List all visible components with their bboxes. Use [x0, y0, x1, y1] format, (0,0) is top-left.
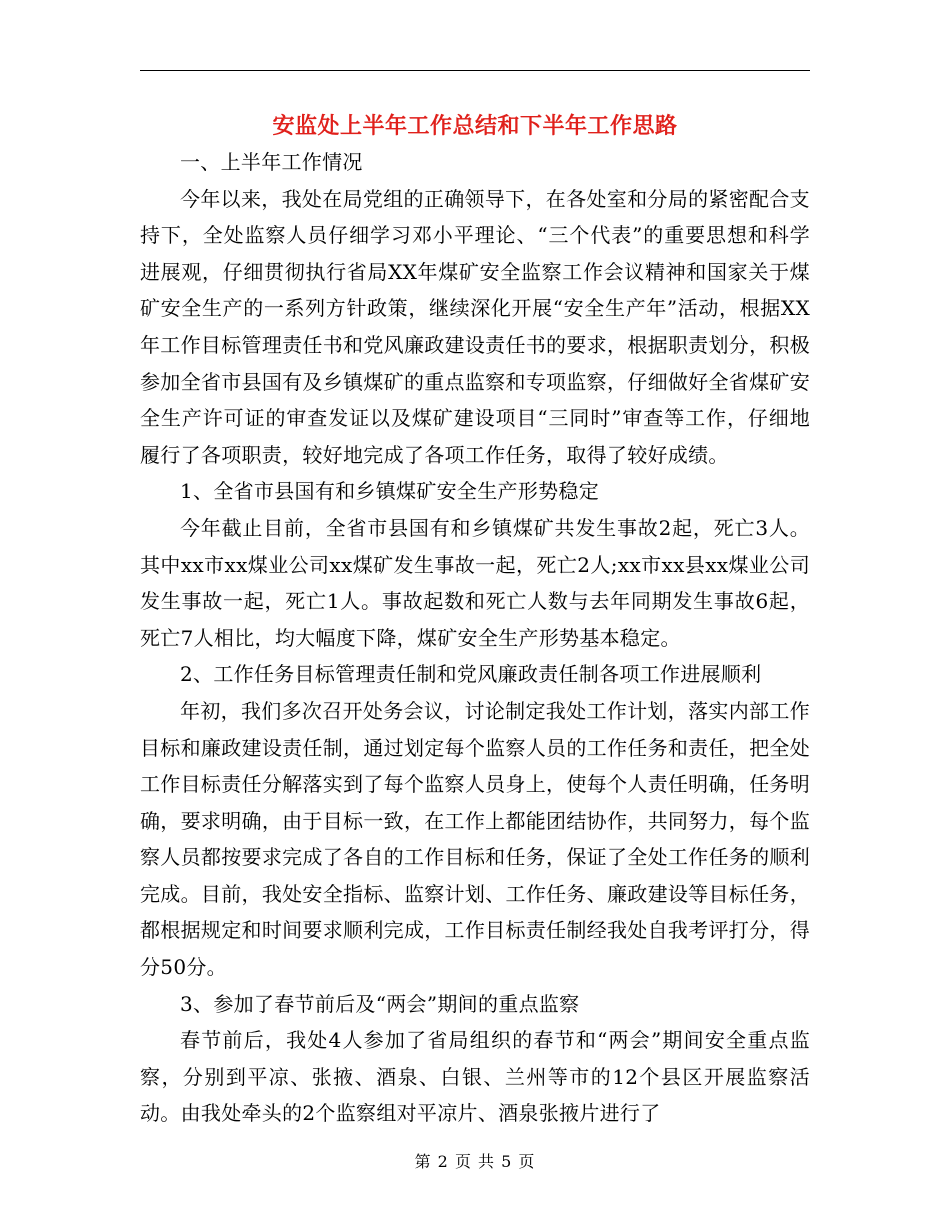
document-body — [140, 144, 810, 1132]
body-paragraph: 今年截止目前，全省市县国有和乡镇煤矿共发生事故2起，死亡3人。其中xx市xx煤业公司xx煤矿发生事故一起，死亡2人;xx市xx县xx煤业公司发生事故一起，死亡1人。事故起数和死亡人数与去年同期发生事故6起，死亡7人相比，均大幅度下降，煤矿安全生产形势基本稳定。 — [140, 515, 810, 650]
page-number-footer: 第 2 页 共 5 页 — [414, 1152, 536, 1171]
body-paragraph: 今年以来，我处在局党组的正确领导下，在各处室和分局的紧密配合支持下，全处监察人员仔细学习邓小平理论、“三个代表”的重要思想和科学进展观，仔细贯彻执行省局XX年煤矿安全监察工作会议精神和国家关于煤矿安全生产的一系列方针政策，继续深化开展“安全生产年”活动，根据XX年工作目标管理责任书和党风廉政建设责任书的要求，根据职责划分，积极参加全省市县国有及乡镇煤矿的重点监察和专项监察，仔细做好全省煤矿安全生产许可证的审查发证以及煤矿建设项目“三同时”审查等工作，仔细地履行了各项职责，较好地完成了各项工作任务，取得了较好成绩。 — [140, 186, 810, 467]
section-heading: 一、上半年工作情况 — [180, 150, 363, 174]
body-paragraph: 春节前后，我处4人参加了省局组织的春节和“两会”期间安全重点监察，分别到平凉、张掖、酒泉、白银、兰州等市的12个县区开展监察活动。由我处牵头的2个监察组对平凉片、酒泉张掖片进行了 — [140, 1028, 810, 1126]
document-title: 安监处上半年工作总结和下半年工作思路 — [272, 113, 678, 139]
subsection-heading: 3、参加了春节前后及“两会”期间的重点监察 — [180, 991, 580, 1016]
header-rule — [140, 70, 810, 71]
subsection-heading: 1、全省市县国有和乡镇煤矿安全生产形势稳定 — [180, 479, 600, 504]
body-paragraph: 年初，我们多次召开处务会议，讨论制定我处工作计划，落实内部工作目标和廉政建设责任制，通过划定每个监察人员的工作任务和责任，把全处工作目标责任分解落实到了每个监察人员身上，使每个人责任明确，任务明确，要求明确，由于目标一致，在工作上都能团结协作，共同努力，每个监察人员都按要求完成了各自的工作目标和任务，保证了全处工作任务的顺利完成。目前，我处安全指标、监察计划、工作任务、廉政建设等目标任务，都根据规定和时间要求顺利完成，工作目标责任制经我处自我考评打分，得分50分。 — [140, 698, 810, 980]
subsection-heading: 2、工作任务目标管理责任制和党风廉政责任制各项工作进展顺利 — [180, 662, 762, 687]
